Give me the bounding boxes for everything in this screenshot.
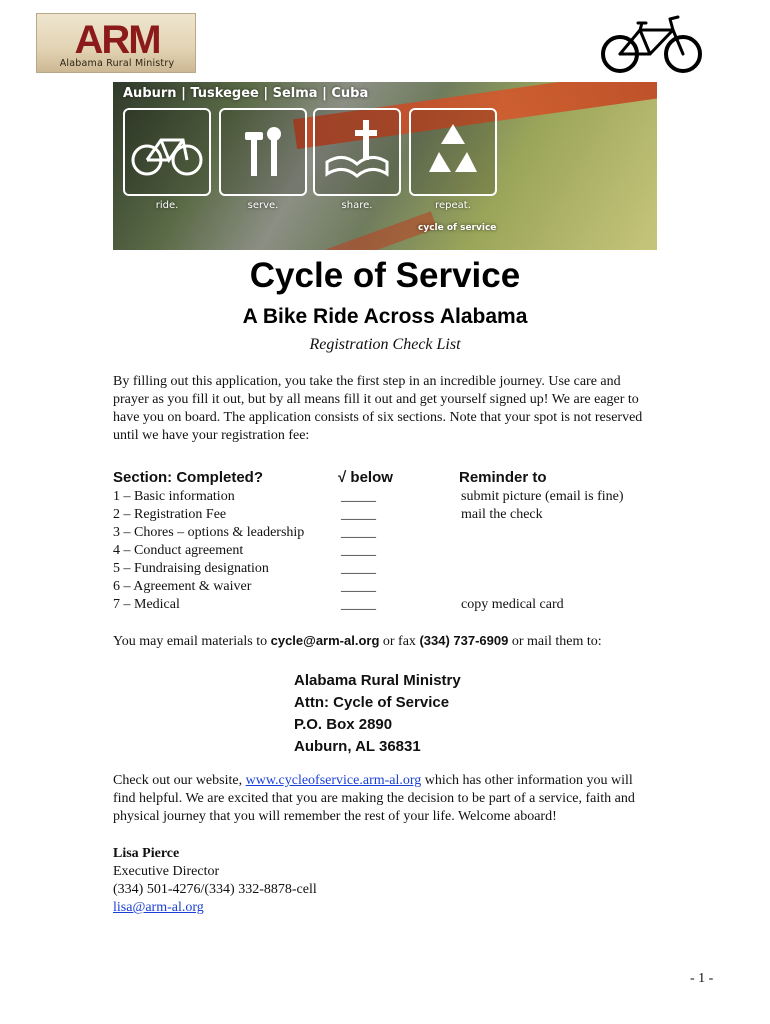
closing-prefix: Check out our website, [113,773,246,788]
logo-mark-text: ARM [74,20,160,58]
row-section: 1 – Basic information [113,489,235,504]
tile-ride [123,108,211,196]
tile-caption-repeat: repeat. [435,200,471,211]
signer-name: Lisa Pierce [113,846,180,861]
address-line: Alabama Rural Ministry [294,672,461,689]
bicycle-icon [125,110,209,194]
recycle-icon [411,110,495,194]
row-check-blank[interactable]: _____ [341,507,376,522]
signer-role: Executive Director [113,864,220,879]
signature-block [113,845,317,917]
contact-mid: or fax [379,634,420,649]
contact-fax: (334) 737-6909 [419,633,509,648]
page-subtitle: A Bike Ride Across Alabama [242,305,528,328]
header-check: √ below [338,469,393,486]
table-row [113,524,658,542]
signer-phone: (334) 501-4276/(334) 332-8878-cell [113,882,317,897]
row-reminder: copy medical card [461,597,564,612]
mailing-address [294,670,461,758]
row-reminder: mail the check [461,507,543,522]
contact-email[interactable]: cycle@arm-al.org [270,633,380,648]
page-number: - 1 - [690,971,714,986]
signer-email-link[interactable]: lisa@arm-al.org [113,900,204,915]
page-title: Cycle of Service [249,256,521,295]
intro-paragraph: By filling out this application, you take the first step in an incredible journey. Use care and prayer as you fill it out, but by all means fill it out and get yourself signed up! We are eager to have you on board. The application consists of six sections. Note that your spot is not reserved until we have your registration fee: [113,374,643,443]
row-check-blank[interactable]: _____ [341,579,376,594]
row-section: 6 – Agreement & waiver [113,579,252,594]
bible-cross-icon [315,110,399,194]
logo-org-name: Alabama Rural Ministry [59,58,175,69]
closing-suffix: which has other information you will find helpful. We are excited that you are making the decision to be part of a service, faith and physical journey that you will remember the rest of your life. Welcome aboard! [113,773,635,824]
row-check-blank[interactable]: _____ [341,543,376,558]
closing-paragraph [113,772,658,826]
table-row [113,560,658,578]
tile-share [313,108,401,196]
tile-caption-ride: ride. [155,200,179,211]
contact-prefix: You may email materials to [113,634,271,649]
table-row [113,542,658,560]
table-row [113,506,658,524]
row-check-blank[interactable]: _____ [341,561,376,576]
tile-serve [219,108,307,196]
arm-logo-mark [37,20,197,58]
row-check-blank[interactable]: _____ [341,525,376,540]
row-check-blank[interactable]: _____ [341,597,376,612]
row-reminder: submit picture (email is fine) [461,489,624,504]
table-row [113,488,658,506]
table-row [113,578,658,596]
banner-bike-frame-lower [149,211,437,250]
banner-tagline: cycle of service [418,223,497,233]
arm-logo [36,13,196,73]
header-reminder: Reminder to [459,469,547,486]
tile-caption-share: share. [341,200,373,211]
row-section: 4 – Conduct agreement [113,543,244,558]
row-section: 2 – Registration Fee [113,507,227,522]
contact-suffix: or mail them to: [508,634,602,649]
banner-image [113,82,657,250]
tile-repeat [409,108,497,196]
tile-caption-serve: serve. [247,200,279,211]
header-section: Section: Completed? [113,469,264,486]
address-line: Auburn, AL 36831 [294,738,421,755]
address-line: P.O. Box 2890 [294,716,393,733]
row-section: 3 – Chores – options & leadership [113,525,305,540]
address-line: Attn: Cycle of Service [294,694,450,711]
contact-line [113,632,673,651]
table-row [113,596,658,614]
website-link[interactable]: www.cycleofservice.arm-al.org [245,773,422,788]
row-check-blank[interactable]: _____ [341,489,376,504]
row-section: 5 – Fundraising designation [113,561,269,576]
checklist-title: Registration Check List [309,336,461,353]
banner-cities: Auburn | Tuskegee | Selma | Cuba [123,86,369,101]
tools-icon [221,110,305,194]
bicycle-icon [598,14,706,76]
row-section: 7 – Medical [113,597,180,612]
